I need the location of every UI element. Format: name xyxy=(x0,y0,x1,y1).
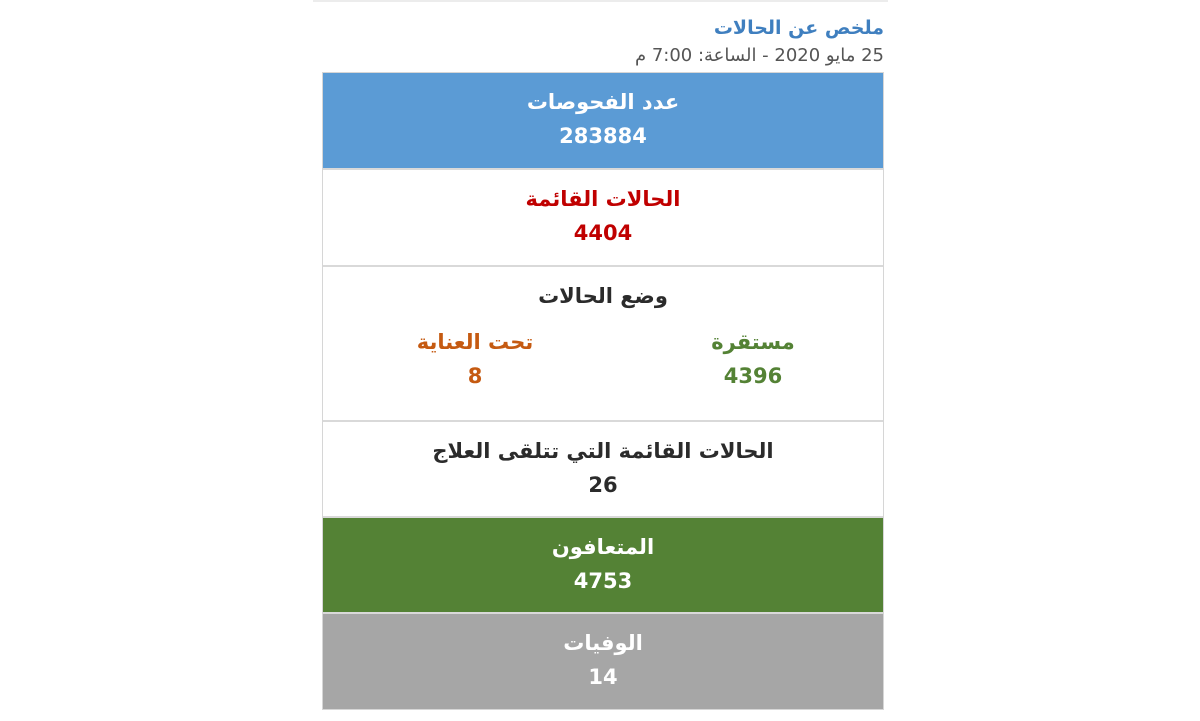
tests-card xyxy=(323,73,883,168)
stable-cases xyxy=(653,325,853,393)
report-date: 25 مايو 2020 - الساعة: 7:00 م xyxy=(634,45,884,66)
deaths-card xyxy=(323,614,883,709)
top-divider xyxy=(313,0,888,2)
case-status-card xyxy=(323,267,883,420)
deaths-value: 14 xyxy=(588,665,618,689)
active-cases-value: 4404 xyxy=(573,221,633,245)
treatment-cases-card xyxy=(323,422,883,516)
tests-value: 283884 xyxy=(559,124,647,148)
summary-header xyxy=(322,14,884,70)
active-cases-label: الحالات القائمة xyxy=(525,187,681,211)
treatment-cases-label: الحالات القائمة التي تتلقى العلاج xyxy=(432,439,774,463)
treatment-cases-value: 26 xyxy=(588,473,618,497)
stable-cases-value: 4396 xyxy=(723,364,783,388)
page-title: ملخص عن الحالات xyxy=(713,17,884,39)
case-status-label: وضع الحالات xyxy=(538,284,668,308)
recovered-label: المتعافون xyxy=(551,535,655,559)
stats-panel xyxy=(322,72,884,710)
intensive-care-value: 8 xyxy=(467,364,483,388)
recovered-value: 4753 xyxy=(573,569,633,593)
stable-cases-label: مستقرة xyxy=(711,330,795,354)
case-status-breakdown xyxy=(323,325,883,405)
intensive-care-label: تحت العناية xyxy=(416,330,534,354)
tests-label: عدد الفحوصات xyxy=(526,90,680,114)
deaths-label: الوفيات xyxy=(563,631,643,655)
active-cases-card xyxy=(323,170,883,265)
intensive-care-cases xyxy=(375,325,575,393)
recovered-card xyxy=(323,518,883,612)
